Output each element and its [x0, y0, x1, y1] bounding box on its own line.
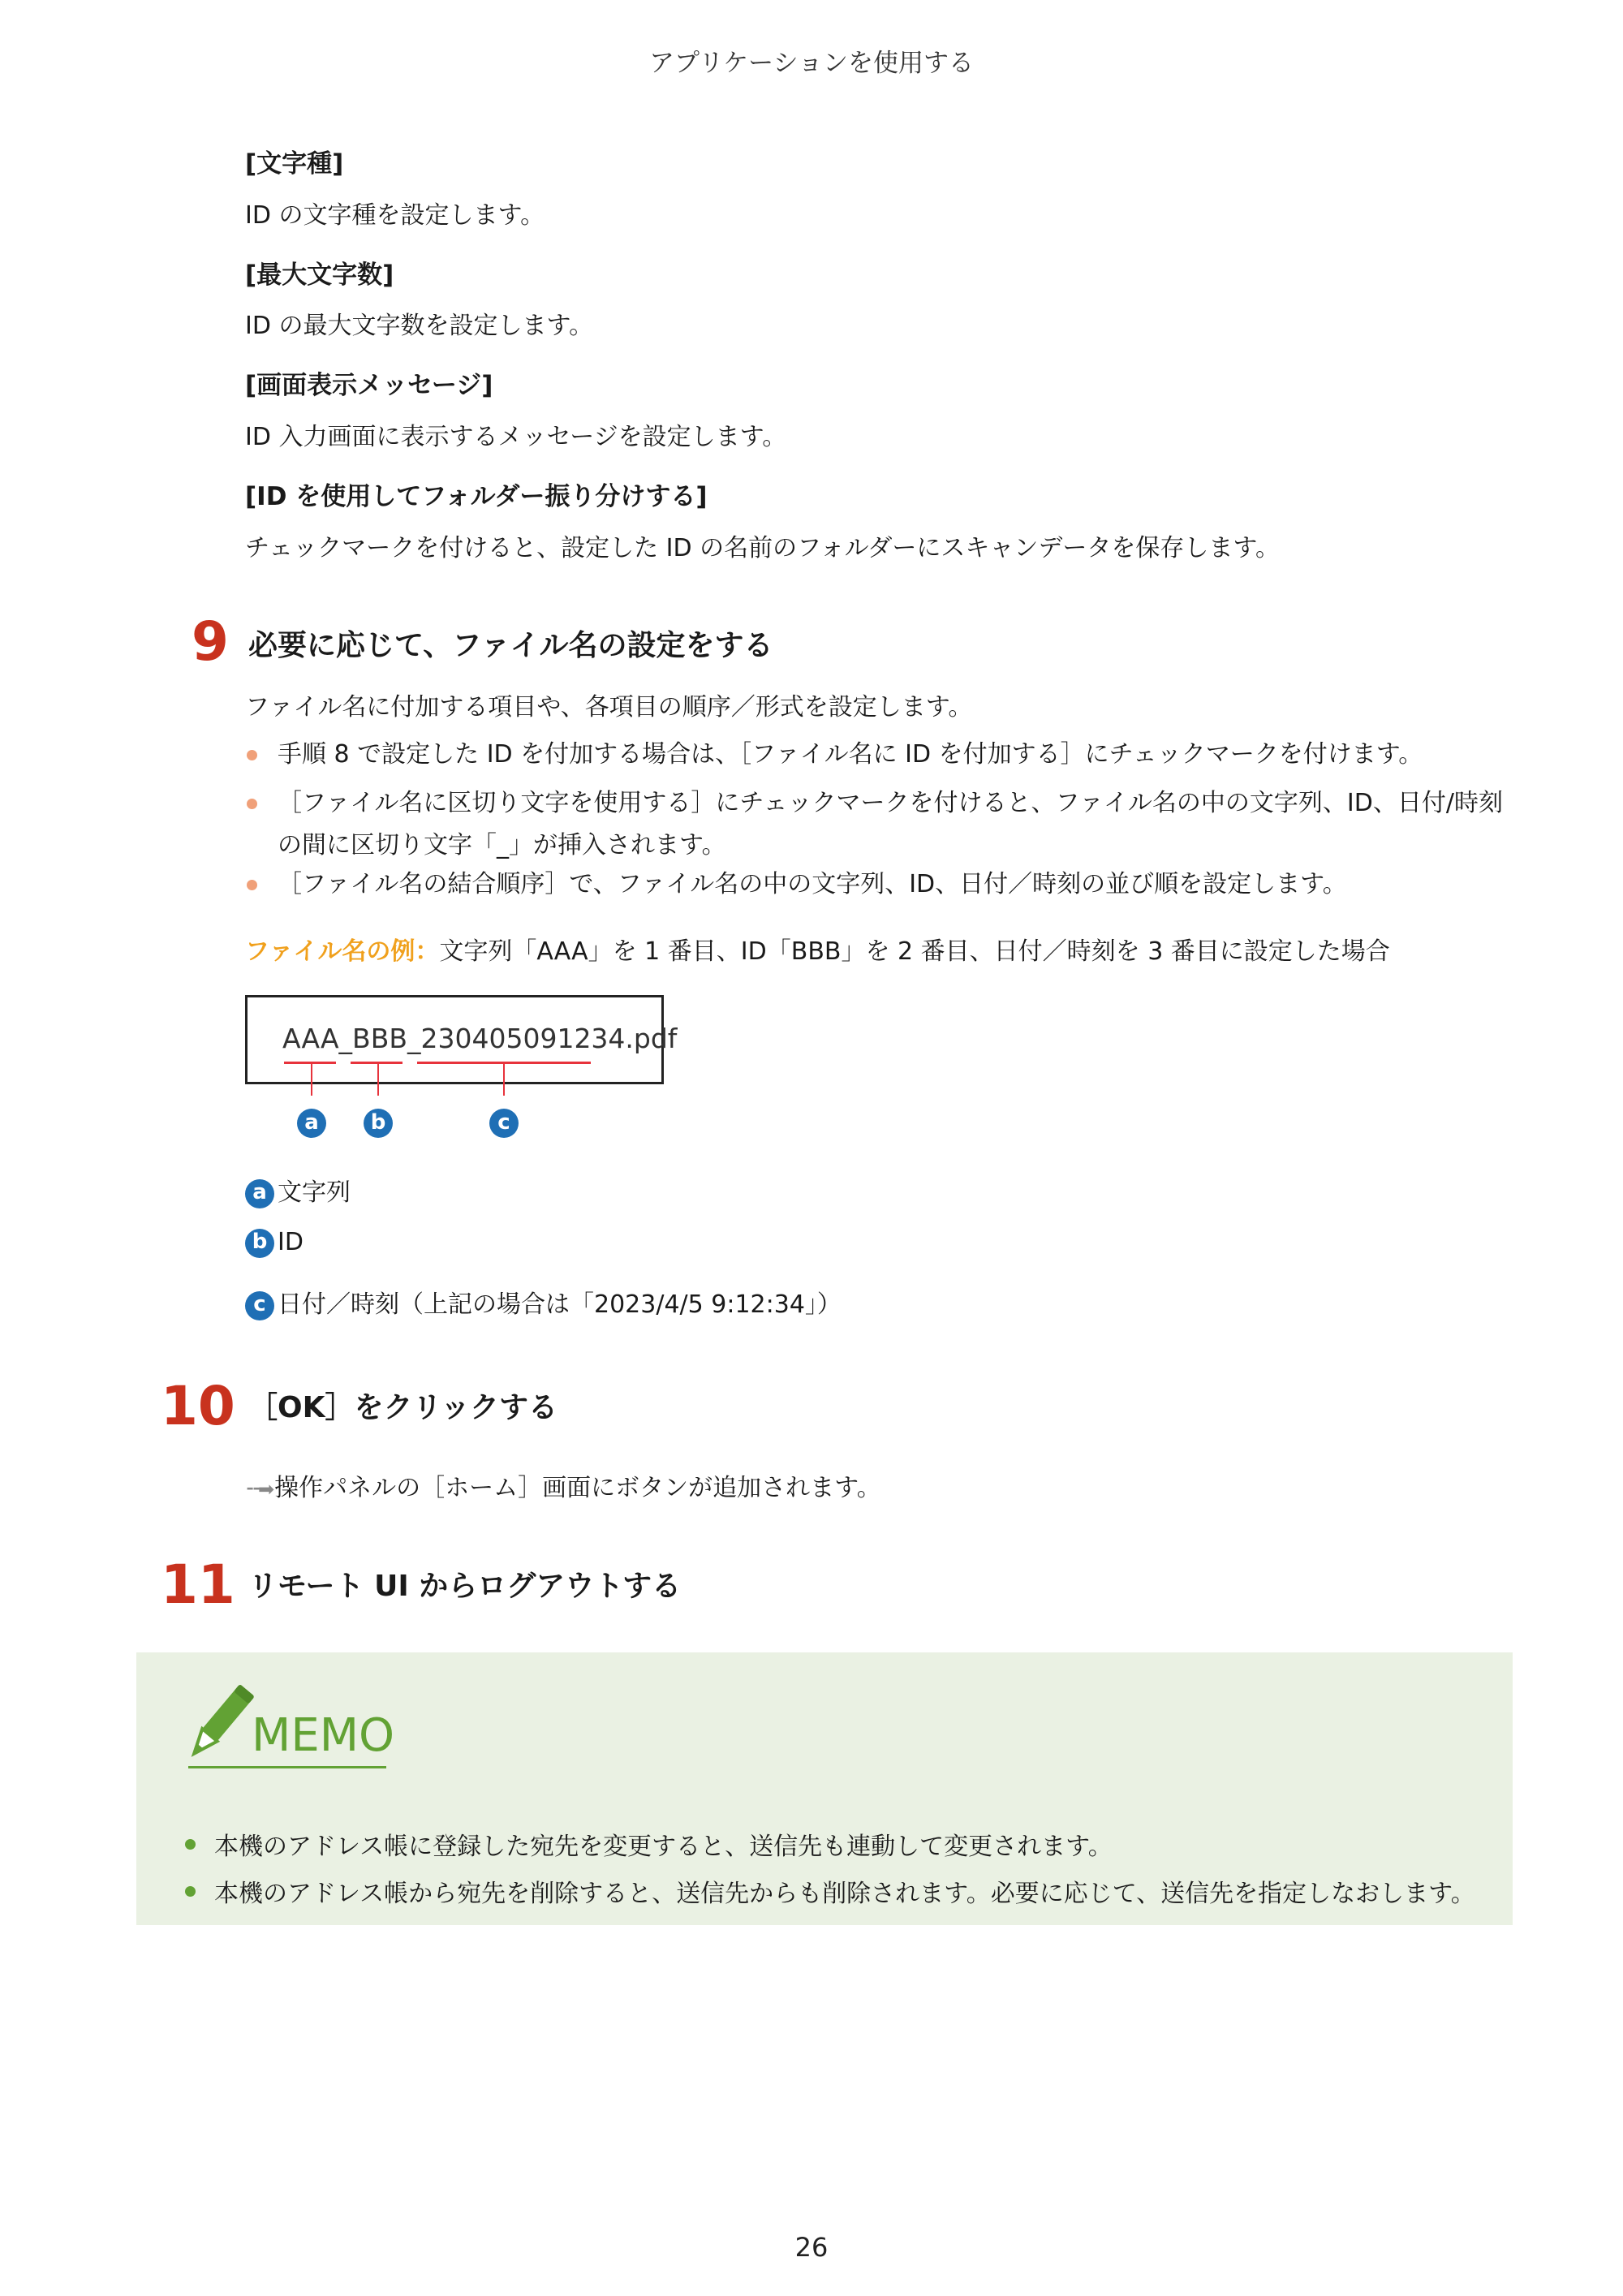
- bullet-dot: [247, 799, 257, 809]
- step-10-result: [245, 1467, 881, 1503]
- bullet-dot: [185, 1839, 196, 1850]
- param-label-folder-sort: [ID を使用してフォルダー振り分けする]: [245, 482, 708, 511]
- filename-sample: AAA_BBB_230405091234.pdf: [282, 1023, 678, 1054]
- bullet-text: ［ファイル名に区切り文字を使用する］にチェックマークを付けると、ファイル名の中の文字列、ID、日付/時刻の間に区切り文字「_」が挿入されます。: [278, 789, 1503, 859]
- marker-b: b: [245, 1229, 274, 1258]
- legend-item-b: [245, 1228, 304, 1258]
- step-number-11: 11: [161, 1553, 235, 1616]
- memo-item-text: 本機のアドレス帳に登録した宛先を変更すると、送信先も連動して変更されます。: [214, 1833, 1113, 1861]
- example-text: 文字列「AAA」を 1 番目、ID「BBB」を 2 番目、日付／時刻を 3 番目に設定した場合: [439, 937, 1390, 966]
- bullet-dot: [247, 880, 257, 890]
- step-title-10: ［OK］をクリックする: [248, 1391, 558, 1424]
- list-item: [245, 864, 1511, 906]
- legend-text: 日付／時刻（上記の場合は「2023/4/5 9:12:34」）: [278, 1290, 842, 1319]
- result-text: 操作パネルの［ホーム］画面にボタンが追加されます。: [274, 1474, 881, 1502]
- param-label-max-chars: [最大文字数]: [245, 261, 394, 290]
- page-number: 26: [794, 2232, 829, 2263]
- example-label: ファイル名の例：: [245, 937, 440, 966]
- result-arrow-icon: ⁃⁃➡: [245, 1478, 272, 1501]
- bullet-text: ［ファイル名の結合順序］で、ファイル名の中の文字列、ID、日付／時刻の並び順を設定します。: [278, 870, 1347, 898]
- leader-line-c: [503, 1063, 505, 1096]
- param-label-screen-message: [画面表示メッセージ]: [245, 371, 493, 400]
- param-desc-char-type: ID の文字種を設定します。: [245, 201, 545, 230]
- param-desc-max-chars: ID の最大文字数を設定します。: [245, 312, 594, 340]
- param-label-char-type: [文字種]: [245, 149, 344, 179]
- list-item: [245, 734, 1511, 776]
- bullet-text: 手順 8 で設定した ID を付加する場合は、［ファイル名に ID を付加する］にチェックマークを付けます。: [278, 740, 1423, 769]
- list-item: [183, 1826, 1113, 1862]
- list-item: [245, 782, 1511, 867]
- param-desc-screen-message: ID 入力画面に表示するメッセージを設定します。: [245, 423, 787, 451]
- leader-line-a: [311, 1063, 312, 1096]
- bullet-dot: [247, 750, 257, 760]
- marker-b: b: [364, 1109, 393, 1138]
- step-number-9: 9: [192, 610, 229, 673]
- leader-line-b: [377, 1063, 379, 1096]
- step-number-10: 10: [161, 1375, 235, 1437]
- step-9-intro: ファイル名に付加する項目や、各項目の順序／形式を設定します。: [245, 693, 973, 722]
- list-item: [183, 1873, 1475, 1909]
- running-header: アプリケーションを使用する: [649, 49, 974, 78]
- marker-c: c: [489, 1109, 519, 1138]
- memo-title: MEMO: [252, 1709, 395, 1762]
- filename-example-caption: [245, 931, 1390, 967]
- param-desc-folder-sort: チェックマークを付けると、設定した ID の名前のフォルダーにスキャンデータを保存します。: [245, 534, 1281, 562]
- bullet-dot: [185, 1886, 196, 1897]
- step-title-11: リモート UI からログアウトする: [248, 1570, 682, 1603]
- memo-item-text: 本機のアドレス帳から宛先を削除すると、送信先からも削除されます。必要に応じて、送信先を指定しなおします。: [214, 1880, 1475, 1908]
- underline-id: [351, 1062, 403, 1064]
- legend-item-a: [245, 1172, 351, 1208]
- memo-title-underline: [188, 1766, 386, 1768]
- underline-string: [284, 1062, 336, 1064]
- marker-c: c: [245, 1291, 274, 1320]
- legend-item-c: [245, 1284, 842, 1320]
- legend-text: 文字列: [278, 1178, 351, 1207]
- marker-a: a: [297, 1109, 326, 1138]
- step-title-9: 必要に応じて、ファイル名の設定をする: [248, 629, 773, 662]
- legend-text: ID: [278, 1228, 304, 1256]
- marker-a: a: [245, 1179, 274, 1208]
